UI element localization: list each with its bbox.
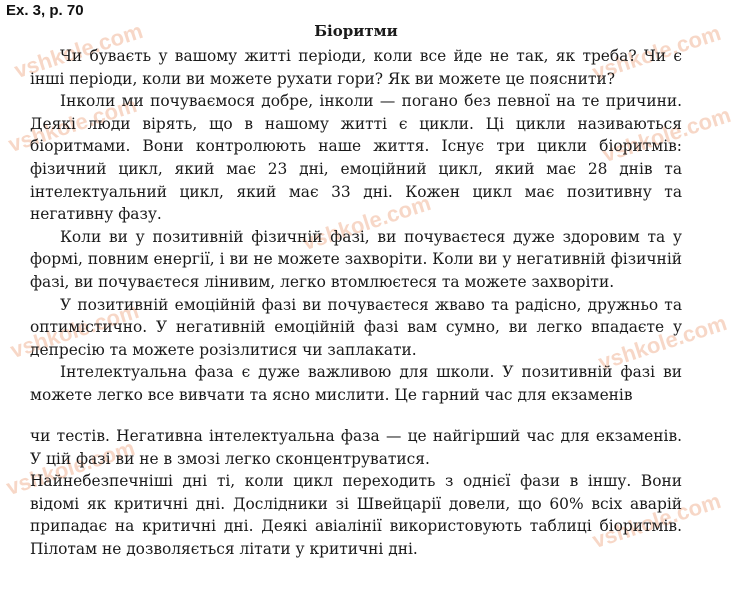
watermark: vshkole.com (599, 102, 734, 168)
watermark: vshkole.com (3, 435, 138, 501)
paragraph: Коли ви у позитивній фізичній фазі, ви почуваєтеся дуже здоровим та у формі, повним енергії, і ви не можете захворіти. Коли ви у негативній фізичній фазі, ви почуваєтеся лінивим, легко втомлюєтеся та можете захворіти. (30, 227, 682, 291)
watermark: vshkole.com (299, 190, 434, 256)
watermark: vshkole.com (7, 298, 142, 364)
paragraph: Інколи ми почуваємося добре, інколи — погано без певної на те причини. Деякі люди вірять, що в нашому житті є цикли. Ці цикли називаються біоритмами. Вони контролюють наше життя. Існує три цикли біоритмів: фізичний цикл, який має 23 дні, емоційний цикл, який має 28 днів та інтелектуальний цикл, який має 33 дні. Кожен цикл має позитивну та негативну фазу. (30, 92, 682, 224)
watermark: vshkole.com (11, 18, 146, 84)
text-block-upper (30, 45, 682, 407)
text-block-lower (30, 425, 682, 561)
watermark: vshkole.com (595, 310, 730, 376)
paragraph: Інтелектуальна фаза є дуже важливою для школи. У позитивній фазі ви можете легко все вивчати та ясно мислити. Це гарний час для екзаменів (30, 363, 682, 404)
exercise-label: Ex. 3, p. 70 (6, 2, 84, 19)
paragraph: чи тестів. Негативна інтелектуальна фаза — це найгірший час для екзаменів. У цій фазі ви не в змозі легко сконцентруватися. (30, 427, 682, 468)
watermark: vshkole.com (589, 20, 724, 86)
paragraph: У позитивній емоційній фазі ви почуваєтеся жваво та радісно, дружньо та оптимістично. У негативній емоційній фазі вам сумно, ви легко впадаєте у депресію та можете розізлитися чи заплакати. (30, 295, 682, 359)
document-title: Біоритми (314, 22, 398, 40)
watermark: vshkole.com (5, 92, 140, 158)
paragraph: Чи буваєть у вашому житті періоди, коли все йде не так, як треба? Чи є інші періоди, коли ви можете рухати гори? Як ви можете це пояснити? (30, 47, 682, 88)
paragraph: Найнебезпечніші дні ті, коли цикл переходить з однієї фази в іншу. Вони відомі як критичні дні. Дослідники зі Швейцарії довели, що 60% всіх аварій припадає на критичні дні. Деякі авіалінії використовують таблиці біоритмів. Пілотам не дозволяється літати у критичні дні. (30, 472, 682, 558)
watermark: vshkole.com (589, 488, 724, 554)
